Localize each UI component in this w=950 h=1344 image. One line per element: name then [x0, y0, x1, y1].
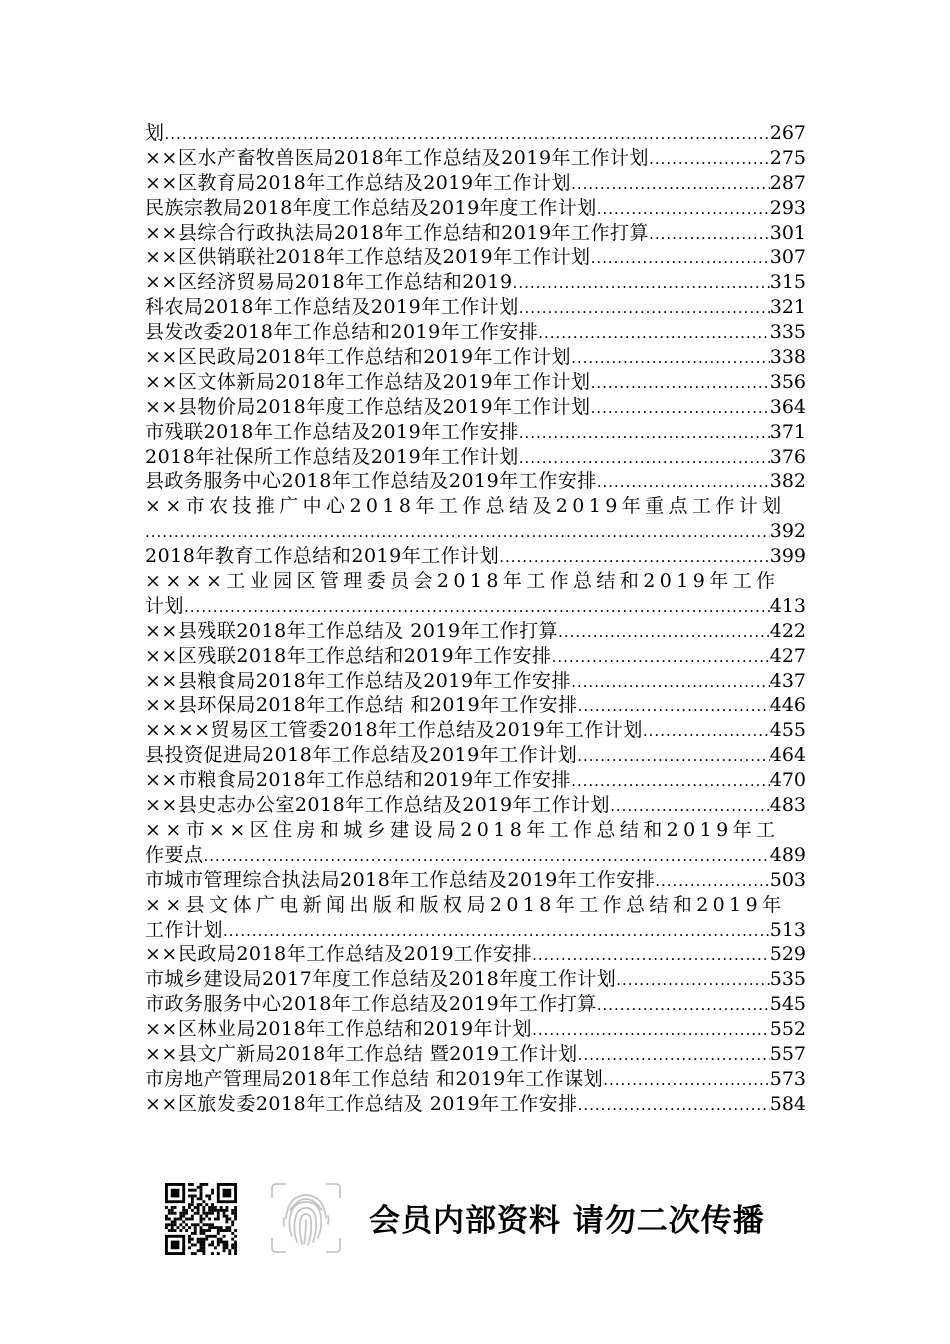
table-of-contents — [145, 121, 806, 1117]
toc-entry-title: 划 — [145, 122, 165, 144]
toc-entry — [145, 992, 806, 1017]
toc-leader-dots — [532, 1018, 770, 1042]
toc-page-number: 545 — [769, 993, 806, 1016]
toc-entry — [145, 146, 806, 171]
toc-entry-title: ××县文广新局2018年工作总结 暨2019工作计划 — [145, 1042, 578, 1065]
toc-leader-dots — [603, 1068, 769, 1092]
toc-page-number: 470 — [769, 769, 806, 792]
toc-leader-dots — [610, 794, 770, 818]
toc-page-number: 399 — [769, 545, 806, 568]
toc-entry — [145, 320, 806, 345]
toc-leader-dots — [552, 645, 770, 669]
toc-entry — [145, 171, 806, 196]
toc-leader-dots — [513, 271, 770, 295]
toc-entry — [145, 918, 806, 943]
toc-entry-title: 县投资促进局2018年工作总结及2019年工作计划 — [145, 744, 578, 767]
restriction-notice: 会员内部资料 请勿二次传播 — [369, 1203, 765, 1239]
toc-entry-title: ××县综合行政执法局2018年工作总结和2019年工作打算 — [145, 221, 650, 244]
toc-page-number: 371 — [769, 420, 806, 443]
toc-page-number: 552 — [769, 1018, 806, 1041]
toc-leader-dots — [597, 197, 770, 221]
toc-page-number: 413 — [769, 594, 806, 617]
toc-entry — [145, 1017, 806, 1042]
toc-leader-dots — [184, 595, 770, 619]
toc-entry-title: ××区旅发委2018年工作总结及 2019年工作安排 — [145, 1092, 578, 1115]
toc-entry-title: ××××贸易区工管委2018年工作总结及2019年工作计划 — [145, 719, 643, 742]
toc-leader-dots — [571, 346, 770, 370]
toc-leader-dots — [538, 321, 770, 345]
toc-page-number: 455 — [769, 719, 806, 742]
toc-entry-title: ××区林业局2018年工作总结和2019年计划 — [145, 1018, 533, 1041]
toc-entry — [145, 843, 806, 868]
toc-page-number: 446 — [769, 694, 806, 717]
toc-page-number: 422 — [769, 619, 806, 642]
toc-entry-title: 2018年教育工作总结和2019年工作计划 — [145, 545, 500, 568]
toc-entry-title: ××区残联2018年工作总结和2019年工作安排 — [145, 644, 552, 667]
toc-entry — [145, 469, 806, 494]
toc-page-number: 382 — [769, 470, 806, 493]
toc-entry-title: ××区供销联社2018年工作总结及2019年工作计划 — [145, 246, 591, 269]
toc-entry-title: ××县文体广电新闻出版和版权局2018年工作总结和2019年 — [145, 893, 786, 916]
toc-page-number: 503 — [769, 868, 806, 891]
toc-leader-dots — [499, 545, 770, 569]
toc-entry-title: ××市农技推广中心2018年工作总结及2019年重点工作计划 — [145, 495, 786, 518]
toc-page-number: 356 — [769, 370, 806, 393]
toc-entry-title: ××县粮食局2018年工作总结及2019年工作安排 — [145, 669, 572, 692]
toc-entry-title: 县发改委2018年工作总结和2019年工作安排 — [145, 321, 539, 344]
toc-entry — [145, 370, 806, 395]
toc-leader-dots — [616, 968, 770, 992]
footer — [165, 1180, 805, 1258]
toc-page-number: 376 — [769, 445, 806, 468]
toc-entry-title: ××民政局2018年工作总结及2019工作安排 — [145, 943, 533, 966]
toc-leader-dots — [591, 246, 770, 270]
toc-page-number: 335 — [769, 321, 806, 344]
toc-leader-dots — [223, 919, 770, 943]
toc-entry — [145, 793, 806, 818]
qr-code-icon — [165, 1183, 237, 1255]
toc-entry — [145, 718, 806, 743]
toc-entry — [145, 519, 806, 544]
toc-leader-dots — [591, 371, 770, 395]
toc-entry-title: 作要点 — [145, 843, 204, 866]
toc-entry — [145, 594, 806, 619]
toc-leader-dots — [519, 421, 770, 445]
toc-entry — [145, 967, 806, 992]
toc-page-number: 392 — [769, 520, 806, 543]
toc-entry — [145, 196, 806, 221]
toc-entry — [145, 569, 806, 594]
toc-entry — [145, 221, 806, 246]
toc-entry-title: ××××工业园区管理委员会2018年工作总结和2019年工作 — [145, 570, 780, 593]
toc-entry — [145, 494, 806, 519]
toc-leader-dots — [597, 470, 770, 494]
toc-page-number: 287 — [769, 171, 806, 194]
toc-leader-dots — [578, 1043, 770, 1067]
toc-page-number: 513 — [769, 918, 806, 941]
toc-leader-dots — [655, 869, 770, 893]
toc-page-number: 464 — [769, 744, 806, 767]
toc-page-number: 427 — [769, 644, 806, 667]
toc-entry — [145, 1067, 806, 1092]
toc-page-number: 437 — [769, 669, 806, 692]
toc-page-number: 338 — [769, 346, 806, 369]
toc-entry-title: 2018年社保所工作总结及2019年工作计划 — [145, 445, 519, 468]
toc-entry-title: 市城乡建设局2017年度工作总结及2018年度工作计划 — [145, 968, 617, 991]
toc-leader-dots — [649, 147, 770, 171]
toc-page-number: 489 — [769, 843, 806, 866]
toc-entry-title: ××市××区住房和城乡建设局2018年工作总结和2019年工 — [145, 818, 780, 841]
toc-entry-title: ××县物价局2018年度工作总结及2019年工作计划 — [145, 395, 591, 418]
toc-entry — [145, 619, 806, 644]
toc-leader-dots — [204, 844, 770, 868]
toc-entry — [145, 544, 806, 569]
toc-entry-title: ××区教育局2018年工作总结及2019年工作计划 — [145, 171, 572, 194]
toc-entry-title: 市城市管理综合执法局2018年工作总结及2019年工作安排 — [145, 868, 656, 891]
toc-leader-dots — [597, 993, 770, 1017]
toc-entry — [145, 768, 806, 793]
toc-entry-title: ××区文体新局2018年工作总结及2019年工作计划 — [145, 370, 591, 393]
toc-leader-dots — [649, 222, 770, 246]
toc-leader-dots — [578, 694, 770, 718]
toc-entry-title: ××市粮食局2018年工作总结和2019年工作安排 — [145, 769, 572, 792]
toc-entry — [145, 121, 806, 146]
toc-entry-title: 科农局2018年工作总结及2019年工作计划 — [145, 296, 519, 319]
toc-page-number: 267 — [769, 122, 806, 144]
toc-entry-title: 市残联2018年工作总结及2019年工作安排 — [145, 420, 519, 443]
toc-leader-dots — [532, 943, 770, 967]
toc-leader-dots — [145, 520, 770, 544]
toc-entry-title: 县政务服务中心2018年工作总结及2019年工作安排 — [145, 470, 597, 493]
toc-leader-dots — [558, 620, 770, 644]
toc-entry — [145, 295, 806, 320]
toc-page-number: 275 — [769, 146, 806, 169]
toc-entry-title: 工作计划 — [145, 918, 224, 941]
toc-entry-title: ××区民政局2018年工作总结和2019年工作计划 — [145, 346, 572, 369]
toc-page-number: 307 — [769, 246, 806, 269]
toc-page-number: 321 — [769, 296, 806, 319]
toc-entry — [145, 818, 806, 843]
toc-leader-dots — [643, 719, 770, 743]
toc-page-number: 483 — [769, 794, 806, 817]
toc-entry — [145, 245, 806, 270]
toc-entry-title: ××区经济贸易局2018年工作总结和2019 — [145, 271, 513, 294]
toc-page-number: 557 — [769, 1042, 806, 1065]
toc-entry — [145, 1092, 806, 1117]
toc-entry — [145, 693, 806, 718]
toc-entry-title: ××区水产畜牧兽医局2018年工作总结及2019年工作计划 — [145, 146, 650, 169]
toc-entry — [145, 420, 806, 445]
toc-leader-dots — [519, 446, 770, 470]
toc-entry — [145, 868, 806, 893]
toc-leader-dots — [571, 670, 770, 694]
toc-page-number: 315 — [769, 271, 806, 294]
toc-entry — [145, 395, 806, 420]
toc-leader-dots — [578, 1093, 770, 1117]
toc-entry — [145, 942, 806, 967]
toc-entry — [145, 270, 806, 295]
toc-entry — [145, 1042, 806, 1067]
toc-entry-title: 市房地产管理局2018年工作总结 和2019年工作谋划 — [145, 1067, 604, 1090]
toc-leader-dots — [577, 744, 770, 768]
toc-page-number: 573 — [769, 1067, 806, 1090]
toc-leader-dots — [571, 769, 770, 793]
toc-page-number: 535 — [769, 968, 806, 991]
toc-leader-dots — [591, 396, 770, 420]
toc-leader-dots — [165, 122, 770, 146]
toc-entry-title: ××县残联2018年工作总结及 2019年工作打算 — [145, 619, 559, 642]
toc-entry-title: 计划 — [145, 594, 185, 617]
toc-leader-dots — [519, 296, 770, 320]
toc-page-number: 584 — [769, 1092, 806, 1115]
toc-entry — [145, 669, 806, 694]
toc-entry-title: 民族宗教局2018年度工作总结及2019年度工作计划 — [145, 196, 597, 219]
toc-leader-dots — [571, 172, 770, 196]
toc-entry — [145, 743, 806, 768]
toc-entry — [145, 345, 806, 370]
toc-entry-title: ××县环保局2018年工作总结 和2019年工作安排 — [145, 694, 578, 717]
toc-entry — [145, 445, 806, 470]
toc-page-number: 364 — [769, 395, 806, 418]
toc-page-number: 529 — [769, 943, 806, 966]
fingerprint-icon — [268, 1180, 344, 1256]
toc-page-number: 293 — [769, 196, 806, 219]
toc-entry — [145, 893, 806, 918]
toc-page-number: 301 — [769, 221, 806, 244]
toc-entry-title: 市政务服务中心2018年工作总结及2019年工作打算 — [145, 993, 597, 1016]
toc-entry — [145, 644, 806, 669]
toc-entry-title: ××县史志办公室2018年工作总结及2019年工作计划 — [145, 794, 611, 817]
